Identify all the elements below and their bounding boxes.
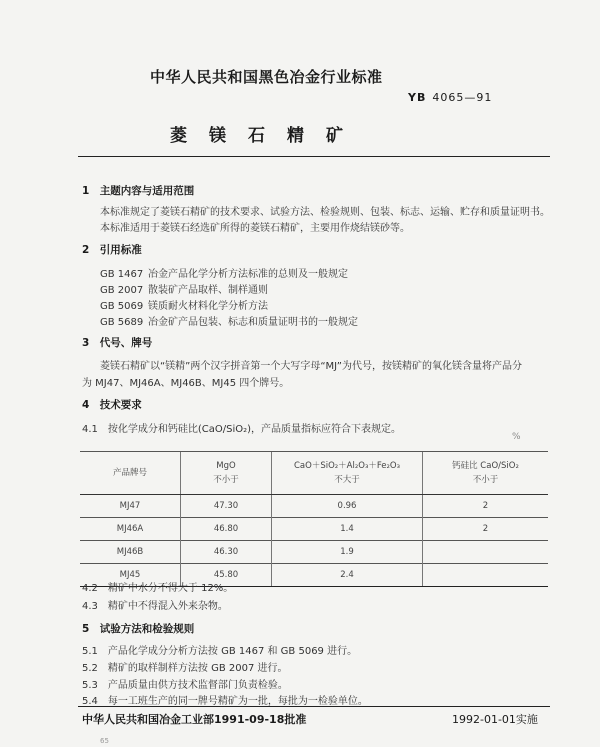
clause-5-1: 5.1 产品化学成分分析方法按 GB 1467 和 GB 5069 进行。 <box>82 646 358 657</box>
clause-5-3: 5.3 产品质量由供方技术监督部门负责检验。 <box>82 680 288 691</box>
table-row <box>80 518 548 541</box>
approval-line: 中华人民共和国冶金工业部1991-09-18批准 <box>82 713 307 726</box>
cell-impurity: 2.4 <box>272 564 423 587</box>
clause-4-3: 4.3 精矿中不得混入外来杂物。 <box>82 601 228 612</box>
table-unit: % <box>512 432 521 442</box>
cell-grade: MJ46B <box>80 541 181 564</box>
code-prefix: YB <box>408 91 427 104</box>
cell-mgo: 47.30 <box>181 495 272 518</box>
section-5-heading: 5 试验方法和检验规则 <box>82 623 195 635</box>
reference-item <box>100 313 358 328</box>
reference-code: GB 5069 <box>100 301 144 312</box>
clause-4-2: 4.2 精矿中水分不得大于 12%。 <box>82 583 234 594</box>
cell-ratio: 2 <box>423 518 549 541</box>
section-3-heading: 3 代号、牌号 <box>82 337 153 349</box>
table-row <box>80 495 548 518</box>
reference-code: GB 1467 <box>100 269 144 280</box>
reference-text: 散装矿产品取样、制样通则 <box>148 285 268 296</box>
cell-impurity: 0.96 <box>272 495 423 518</box>
cell-grade: MJ45 <box>80 564 181 587</box>
cell-impurity: 1.9 <box>272 541 423 564</box>
clause-4-1: 4.1 按化学成分和钙硅比(CaO/SiO₂)，产品质量指标应符合下表规定。 <box>82 424 402 435</box>
cell-mgo: 45.80 <box>181 564 272 587</box>
reference-code: GB 2007 <box>100 285 144 296</box>
section-1-para-1: 本标准规定了菱镁石精矿的技术要求、试验方法、检验规则、包装、标志、运输、贮存和质量证明书。 <box>100 207 550 218</box>
cell-grade: MJ47 <box>80 495 181 518</box>
cell-ratio <box>423 541 549 564</box>
reference-text: 冶金产品化学分析方法标准的总则及一般规定 <box>148 269 348 280</box>
implementation-date: 1992-01-01实施 <box>452 713 538 726</box>
section-2-heading: 2 引用标准 <box>82 244 142 256</box>
section-3-para-2: 为 MJ47、MJ46A、MJ46B、MJ45 四个牌号。 <box>82 378 290 389</box>
page-mark: 65 <box>100 737 109 745</box>
table-row <box>80 541 548 564</box>
header-mgo: MgO 不小于 <box>181 452 272 495</box>
cell-mgo: 46.30 <box>181 541 272 564</box>
header-divider <box>78 156 550 157</box>
reference-item <box>100 281 268 296</box>
quality-spec-table <box>80 451 548 587</box>
cell-mgo: 46.80 <box>181 518 272 541</box>
section-3-para-1: 菱镁石精矿以“镁精”两个汉字拼音第一个大写字母“MJ”为代号，按镁精矿的氧化镁含量将产品分 <box>100 361 522 372</box>
document-title: 菱镁石精矿 <box>170 126 365 146</box>
reference-text: 镁质耐火材料化学分析方法 <box>148 301 268 312</box>
reference-item <box>100 297 268 312</box>
header-grade: 产品牌号 <box>80 452 181 495</box>
cell-impurity: 1.4 <box>272 518 423 541</box>
table-header-row <box>80 452 548 495</box>
reference-code: GB 5689 <box>100 317 144 328</box>
standard-code <box>408 91 492 104</box>
clause-5-2: 5.2 精矿的取样制样方法按 GB 2007 进行。 <box>82 663 288 674</box>
code-number: 4065—91 <box>432 91 493 104</box>
footer-divider <box>78 706 550 707</box>
cell-grade: MJ46A <box>80 518 181 541</box>
reference-text: 冶金矿产品包装、标志和质量证明书的一般规定 <box>148 317 358 328</box>
header-impurity: CaO＋SiO₂＋Al₂O₃＋Fe₂O₃ 不大于 <box>272 452 423 495</box>
section-1-para-2: 本标准适用于菱镁石经选矿所得的菱镁石精矿，主要用作烧结镁砂等。 <box>100 223 410 234</box>
section-1-heading: 1 主题内容与适用范围 <box>82 185 195 197</box>
clause-5-4: 5.4 每一工班生产的同一牌号精矿为一批，每批为一检验单位。 <box>82 696 368 707</box>
standard-agency: 中华人民共和国黑色冶金行业标准 <box>150 68 383 86</box>
section-4-heading: 4 技术要求 <box>82 399 142 411</box>
reference-item <box>100 265 348 280</box>
cell-ratio: 2 <box>423 495 549 518</box>
header-ratio: 钙硅比 CaO/SiO₂ 不小于 <box>423 452 549 495</box>
cell-ratio <box>423 564 549 587</box>
